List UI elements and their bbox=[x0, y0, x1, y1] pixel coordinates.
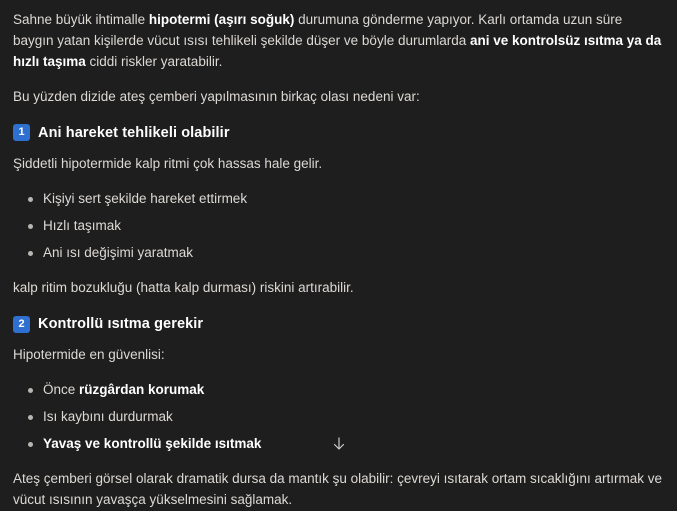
list-item: Hızlı taşımak bbox=[43, 216, 663, 237]
list-item-prefix: Önce bbox=[43, 382, 80, 398]
list-item bbox=[43, 434, 663, 455]
list-item-bold: rüzgârdan korumak bbox=[79, 382, 205, 398]
section-1-intro: Şiddetli hipotermide kalp ritmi çok hassas hale gelir. bbox=[13, 156, 323, 172]
scroll-down-icon[interactable] bbox=[328, 433, 350, 455]
section-1-outro: kalp ritim bozukluğu (hatta kalp durması) riskini artırabilir. bbox=[13, 279, 354, 295]
section-title-1: Ani hareket tehlikeli olabilir bbox=[38, 124, 230, 141]
list-item: Ani ısı değişimi yaratmak bbox=[43, 243, 663, 264]
list-item bbox=[43, 380, 663, 401]
section-heading-2 bbox=[13, 313, 663, 335]
section-2-intro: Hipotermide en güvenlisi: bbox=[13, 347, 165, 363]
intro-paragraph bbox=[13, 10, 663, 73]
section-heading-1 bbox=[13, 122, 663, 144]
intro-text-part2: durumuna gönderme yapıyor. Karlı ortamda uzun süre baygın yatan kişilerde vücut ısısı tehlikeli şekilde düşer ve böyle durumlarda bbox=[13, 12, 623, 48]
list-item: Isı kaybını durdurmak bbox=[43, 407, 663, 428]
intro-bold-hypothermia: hipotermi (aşırı soğuk) bbox=[148, 12, 295, 27]
intro-text-part1: Sahne büyük ihtimalle bbox=[13, 12, 149, 27]
section-number-badge-1: 1 bbox=[13, 124, 30, 141]
section-number-badge-2: 2 bbox=[13, 316, 30, 333]
intro-text-part3: ciddi riskler yaratabilir. bbox=[85, 53, 223, 69]
intro-bold-rapid-warming: ani ve kontrolsüz ısıtma ya da hızlı taşıma bbox=[13, 32, 662, 69]
conclusion-paragraph: Ateş çemberi görsel olarak dramatik dursa da mantık şu olabilir: çevreyi ısıtarak ortam sıcaklığını artırmak ve vücut ısısının yavaşça yükselmesini sağlamak. bbox=[13, 470, 662, 507]
section-title-2: Kontrollü ısıtma gerekir bbox=[38, 315, 204, 332]
section-1-bullet-list bbox=[13, 189, 663, 264]
list-item: Kişiyi sert şekilde hareket ettirmek bbox=[43, 189, 663, 210]
list-item-bold: Yavaş ve kontrollü şekilde ısıtmak bbox=[43, 436, 262, 451]
lead-paragraph: Bu yüzden dizide ateş çemberi yapılmasının birkaç olası nedeni var: bbox=[13, 88, 420, 104]
